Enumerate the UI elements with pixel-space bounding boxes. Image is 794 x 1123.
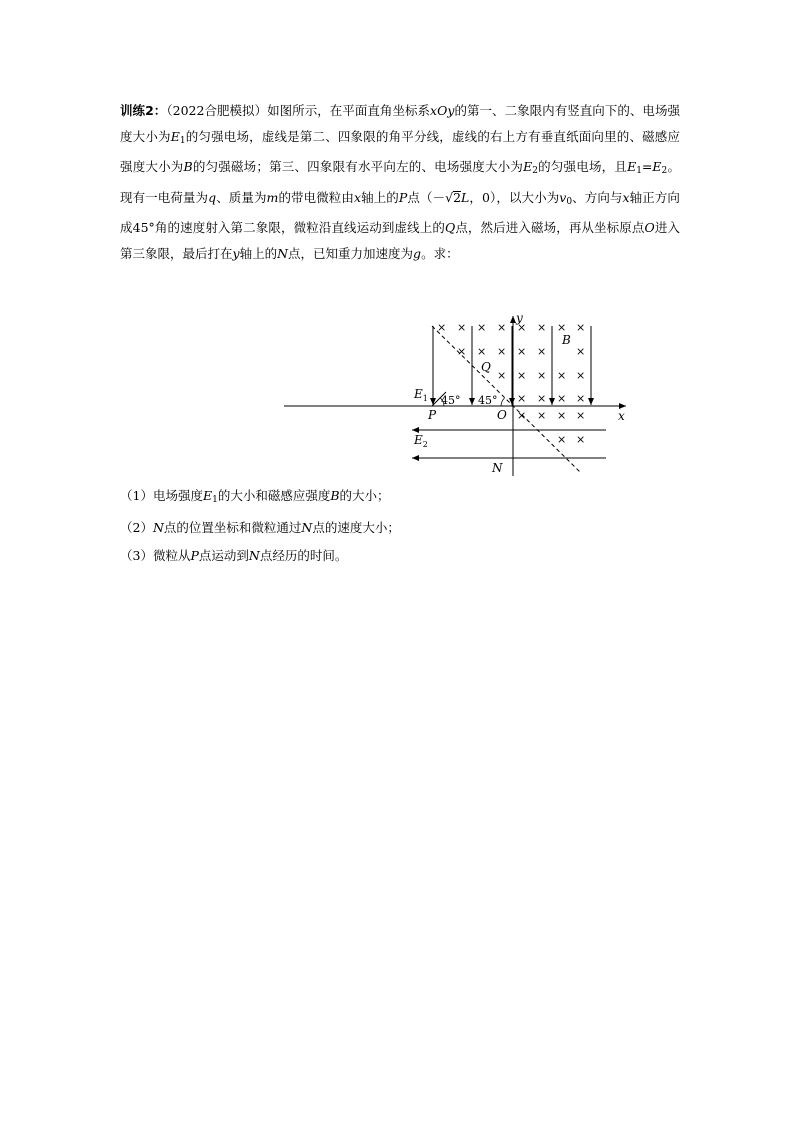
eq-e2-symbol: E — [652, 159, 662, 174]
problem-text: 轴正方向成45°角的速度射入第二象限，微粒沿直线运动到虚线上的 — [120, 189, 680, 235]
point-q-label: Q — [481, 360, 491, 374]
cross-mark: × — [557, 392, 567, 405]
e1-symbol: E — [170, 128, 180, 144]
v0-subscript: 0 — [566, 196, 573, 207]
cross-mark: × — [437, 321, 447, 334]
angle-label-left: 45° — [441, 394, 461, 407]
x-symbol: x — [622, 189, 630, 205]
minus-sign: － — [432, 189, 446, 205]
cross-mark: × — [576, 369, 586, 382]
question-text: 点经历的时间。 — [259, 548, 348, 563]
problem-text: ，以大小为 — [496, 189, 560, 205]
e1-subscript: 1 — [212, 495, 218, 505]
cross-mark: × — [557, 369, 567, 382]
cross-mark: × — [576, 392, 586, 405]
n-symbol: N — [301, 520, 313, 535]
p-symbol: P — [190, 548, 199, 563]
b-symbol: B — [330, 488, 340, 503]
question-text: 的大小； — [339, 488, 390, 503]
problem-text: 点（ — [407, 189, 433, 205]
cross-mark: × — [576, 433, 586, 446]
o-symbol: O — [644, 220, 655, 235]
q-symbol: q — [208, 189, 217, 205]
cross-mark: × — [497, 345, 507, 358]
problem-text: 。现有一电荷量为 — [120, 159, 680, 205]
cross-mark: × — [537, 345, 547, 358]
x-axis-label: x — [618, 409, 625, 423]
e2-symbol: E — [523, 159, 533, 174]
cross-mark: × — [576, 345, 586, 358]
question-text: （3）微粒从 — [120, 548, 191, 563]
problem-text: （2022合肥模拟）如图所示，在平面直角坐标系 — [166, 103, 431, 118]
cross-mark: × — [537, 369, 547, 382]
b-field-label: B — [562, 333, 571, 347]
m-symbol: m — [266, 189, 279, 205]
problem-text: 轴上的 — [239, 245, 278, 261]
eq-e1-subscript: 1 — [636, 166, 642, 176]
cross-mark: × — [517, 409, 527, 422]
cross-mark: × — [576, 409, 586, 422]
question-1 — [120, 482, 680, 514]
problem-text: 轴上的 — [361, 189, 399, 205]
eq-e1-symbol: E — [627, 159, 637, 174]
cross-mark: × — [576, 321, 586, 334]
y-symbol: y — [232, 245, 240, 261]
e1-label-letter: E — [414, 387, 423, 401]
e1-label — [413, 387, 428, 403]
origin-label: O — [497, 408, 507, 422]
v0-symbol: v — [559, 189, 567, 205]
eq-e2-subscript: 2 — [661, 166, 668, 176]
angle-label-right: 45° — [478, 394, 498, 407]
equal-sign: = — [641, 159, 653, 174]
b-symbol: B — [183, 159, 193, 174]
question-text: （1）电场强度 — [120, 488, 203, 503]
point-p-label: P — [428, 408, 437, 422]
field-diagram-svg — [284, 312, 644, 482]
problem-text: 、方向与 — [572, 189, 623, 205]
e1-label-sub: 1 — [422, 394, 428, 403]
question-text: 的大小和磁感应强度 — [217, 488, 331, 503]
problem-text: 的匀强磁场；第三、四象限有水平向左的、电场强度大小为 — [192, 159, 524, 174]
n-symbol: N — [152, 520, 164, 535]
problem-text: 的第一、二象限内有竖直向下的、电场强度大小为 — [120, 103, 680, 144]
question-text: 点的位置坐标和微粒通过 — [163, 520, 302, 535]
question-list — [120, 482, 680, 570]
problem-text: 。求： — [421, 245, 459, 261]
problem-text: 点，然后进入磁场，再从坐标原点 — [455, 220, 645, 235]
e2-label-letter: E — [414, 433, 423, 447]
e2-label-sub: 2 — [422, 440, 428, 449]
l-symbol: L — [461, 189, 470, 205]
cross-mark: × — [497, 369, 507, 382]
point-n-label: N — [492, 461, 503, 475]
problem-text: 、质量为 — [216, 189, 267, 205]
cross-mark: × — [537, 409, 547, 422]
cross-mark: × — [537, 392, 547, 405]
problem-label: 训练2： — [120, 103, 167, 118]
cross-mark: × — [537, 321, 547, 334]
cross-mark: × — [477, 345, 487, 358]
e2-subscript: 2 — [532, 166, 538, 176]
problem-text: 的匀强电场，虚线是第二、四象限的角平分线，虚线的右上方有垂直纸面向里的、磁感应强度大小为 — [120, 128, 680, 174]
sqrt-sign: √ — [445, 189, 454, 205]
cross-mark: × — [517, 345, 527, 358]
cross-mark: × — [557, 433, 567, 446]
problem-text: 的匀强电场，且 — [537, 159, 628, 174]
n-symbol: N — [277, 245, 289, 261]
problem-text: 的带电微粒由 — [278, 189, 354, 205]
e1-subscript: 1 — [179, 135, 186, 146]
g-symbol: g — [413, 245, 422, 261]
question-2 — [120, 514, 680, 542]
n-symbol: N — [248, 548, 260, 563]
cross-mark: × — [477, 321, 487, 334]
e1-symbol: E — [202, 488, 213, 503]
question-text: 点的速度大小； — [312, 520, 400, 535]
sqrt-content: 2 — [453, 189, 462, 205]
physics-diagram — [284, 312, 644, 482]
cross-mark: × — [517, 321, 527, 334]
cross-mark: × — [557, 321, 567, 334]
coord-system-symbol: xOy — [430, 103, 455, 118]
problem-statement — [120, 98, 680, 266]
cross-mark: × — [557, 409, 567, 422]
x-symbol: x — [353, 189, 362, 205]
question-text: （2） — [120, 520, 153, 535]
y-axis-label: y — [516, 312, 523, 325]
problem-text: ，0） — [469, 189, 497, 205]
angle-arc-right — [501, 398, 505, 406]
q-point-symbol: Q — [444, 220, 456, 235]
question-text: 点运动到 — [198, 548, 249, 563]
problem-page — [120, 98, 680, 563]
cross-mark: × — [497, 321, 507, 334]
cross-mark: × — [517, 392, 527, 405]
cross-mark: × — [517, 369, 527, 382]
cross-mark: × — [457, 345, 467, 358]
p-symbol: P — [398, 189, 408, 205]
cross-mark: × — [457, 321, 467, 334]
question-3 — [120, 542, 680, 570]
problem-text: 点，已知重力加速度为 — [288, 245, 414, 261]
e2-label — [413, 433, 428, 449]
problem-text: 进入第三象限，最后打在 — [120, 220, 680, 261]
